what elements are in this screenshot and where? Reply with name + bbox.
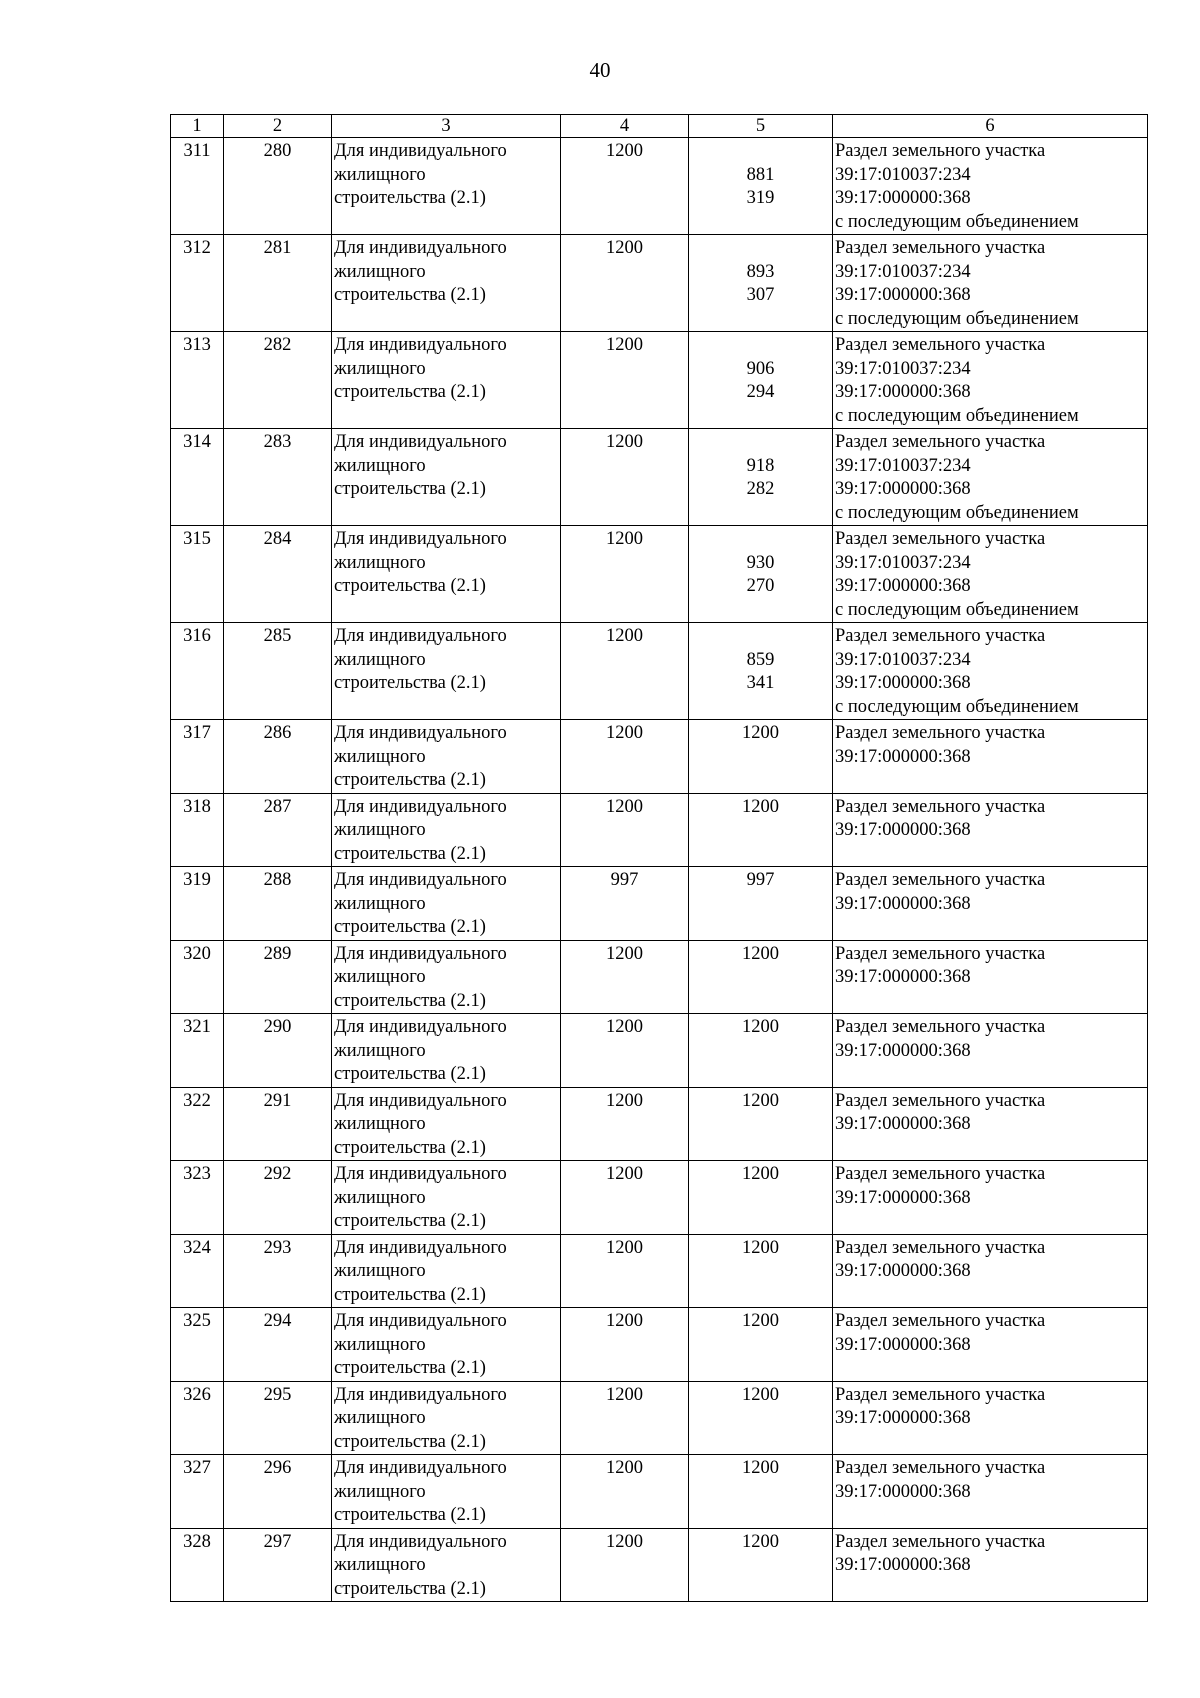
part-area-cell — [689, 1161, 833, 1235]
land-use-line: жилищного — [334, 893, 426, 914]
land-use-line: Для индивидуального — [334, 723, 507, 743]
part-area-cell — [689, 1381, 833, 1455]
area-cell: 1200 — [561, 1014, 689, 1088]
area-cell: 1200 — [561, 1234, 689, 1308]
part-area-cell — [689, 138, 833, 235]
land-use-line: Для индивидуального — [334, 1458, 507, 1478]
land-use-cell — [332, 235, 561, 332]
area-cell: 1200 — [561, 1087, 689, 1161]
formation-method-line: 39:17:000000:368 — [835, 1261, 971, 1281]
land-use-line: Для индивидуального — [334, 1311, 507, 1331]
part-area-line — [689, 140, 832, 164]
formation-method-line: 39:17:000000:368 — [835, 820, 971, 840]
plot-number-cell: 280 — [224, 138, 332, 235]
part-area-line: 1200 — [742, 1090, 779, 1111]
row-number-cell: 324 — [171, 1234, 224, 1308]
row-number-cell: 317 — [171, 720, 224, 794]
formation-method-cell — [833, 332, 1148, 429]
formation-method-line: 39:17:000000:368 — [835, 1555, 971, 1575]
formation-method-line: Раздел земельного участка — [835, 870, 1046, 890]
formation-method-line: Раздел земельного участка — [835, 796, 1046, 817]
land-use-line: жилищного — [334, 1040, 426, 1061]
area-cell: 1200 — [561, 793, 689, 867]
formation-method-cell — [833, 1014, 1148, 1088]
table-row — [171, 1381, 1148, 1455]
formation-method-line: 39:17:000000:368 — [835, 673, 971, 693]
part-area-line: 1200 — [742, 943, 779, 964]
plot-number-cell: 289 — [224, 940, 332, 1014]
area-cell: 1200 — [561, 235, 689, 332]
formation-method-cell — [833, 1381, 1148, 1455]
land-use-line: жилищного — [334, 1261, 426, 1281]
part-area-line: 930 — [746, 552, 775, 573]
row-number-cell: 314 — [171, 429, 224, 526]
land-use-line: строительства (2.1) — [334, 1211, 486, 1231]
row-number-cell: 312 — [171, 235, 224, 332]
formation-method-line: Раздел земельного участка — [835, 432, 1046, 452]
formation-method-line: с последующим объединением — [835, 308, 1079, 329]
part-area-line — [689, 237, 832, 261]
table-row — [171, 1234, 1148, 1308]
row-number-cell: 311 — [171, 138, 224, 235]
plot-number-cell: 283 — [224, 429, 332, 526]
part-area-cell — [689, 1014, 833, 1088]
part-area-line: 1200 — [742, 1311, 779, 1331]
land-use-line: жилищного — [334, 820, 426, 840]
column-number: 5 — [689, 115, 833, 138]
land-use-line: жилищного — [334, 1114, 426, 1134]
land-use-line: строительства (2.1) — [334, 576, 486, 596]
part-area-cell — [689, 720, 833, 794]
formation-method-line: 39:17:000000:368 — [835, 285, 971, 305]
part-area-line: 1200 — [742, 1384, 779, 1405]
plot-number-cell: 292 — [224, 1161, 332, 1235]
land-use-cell — [332, 429, 561, 526]
formation-method-cell — [833, 1528, 1148, 1602]
formation-method-line: 39:17:010037:234 — [835, 455, 971, 476]
table-row — [171, 1455, 1148, 1529]
formation-method-cell — [833, 526, 1148, 623]
area-cell: 1200 — [561, 1455, 689, 1529]
plot-number-cell: 286 — [224, 720, 332, 794]
plot-number-cell: 282 — [224, 332, 332, 429]
land-use-line: Для индивидуального — [334, 626, 507, 646]
table-row — [171, 720, 1148, 794]
land-use-line: Для индивидуального — [334, 238, 507, 258]
formation-method-line: 39:17:010037:234 — [835, 358, 971, 379]
land-use-line: строительства (2.1) — [334, 673, 486, 693]
part-area-line: 1200 — [742, 1164, 779, 1184]
land-use-line: строительства (2.1) — [334, 479, 486, 499]
formation-method-cell — [833, 867, 1148, 941]
land-use-line: строительства (2.1) — [334, 285, 486, 305]
formation-method-cell — [833, 793, 1148, 867]
row-number-cell: 313 — [171, 332, 224, 429]
column-number: 2 — [224, 115, 332, 138]
land-use-line: строительства (2.1) — [334, 188, 486, 208]
formation-method-line: 39:17:000000:368 — [835, 1408, 971, 1428]
table-row — [171, 940, 1148, 1014]
land-use-cell — [332, 1308, 561, 1382]
formation-method-line: с последующим объединением — [835, 599, 1079, 620]
part-area-line: 307 — [746, 285, 775, 305]
row-number-cell: 327 — [171, 1455, 224, 1529]
land-use-cell — [332, 940, 561, 1014]
land-use-line: строительства (2.1) — [334, 1064, 486, 1084]
table-row — [171, 526, 1148, 623]
part-area-line — [689, 625, 832, 649]
formation-method-line: Раздел земельного участка — [835, 1311, 1046, 1331]
formation-method-line: с последующим объединением — [835, 211, 1079, 232]
formation-method-cell — [833, 1455, 1148, 1529]
part-area-line: 270 — [746, 576, 775, 596]
column-number-row — [171, 115, 1148, 138]
formation-method-line: 39:17:000000:368 — [835, 967, 971, 987]
part-area-line: 1200 — [742, 1458, 779, 1478]
formation-method-line: 39:17:010037:234 — [835, 649, 971, 670]
table-row — [171, 1014, 1148, 1088]
plot-number-cell: 293 — [224, 1234, 332, 1308]
land-use-line: жилищного — [334, 455, 426, 476]
land-use-line: жилищного — [334, 164, 426, 185]
column-number: 6 — [833, 115, 1148, 138]
land-use-line: Для индивидуального — [334, 1531, 507, 1552]
area-cell: 997 — [561, 867, 689, 941]
part-area-cell — [689, 1234, 833, 1308]
column-number: 3 — [332, 115, 561, 138]
formation-method-line: 39:17:000000:368 — [835, 893, 971, 914]
row-number-cell: 326 — [171, 1381, 224, 1455]
table-row — [171, 429, 1148, 526]
formation-method-line: 39:17:000000:368 — [835, 188, 971, 208]
part-area-line: 859 — [746, 649, 775, 670]
land-use-line: строительства (2.1) — [334, 1358, 486, 1378]
part-area-line: 341 — [746, 673, 775, 693]
row-number-cell: 315 — [171, 526, 224, 623]
land-use-cell — [332, 720, 561, 794]
formation-method-line: Раздел земельного участка — [835, 1017, 1046, 1037]
land-plots-table — [170, 114, 1148, 1602]
land-use-line: жилищного — [334, 261, 426, 282]
part-area-cell — [689, 867, 833, 941]
part-area-cell — [689, 1528, 833, 1602]
land-use-line: жилищного — [334, 1334, 426, 1355]
formation-method-line: Раздел земельного участка — [835, 943, 1046, 964]
part-area-line — [689, 528, 832, 552]
land-use-cell — [332, 623, 561, 720]
land-use-line: Для индивидуального — [334, 141, 507, 161]
part-area-line: 1200 — [742, 723, 779, 743]
part-area-cell — [689, 429, 833, 526]
part-area-line: 1200 — [742, 1017, 779, 1037]
part-area-cell — [689, 1455, 833, 1529]
formation-method-line: 39:17:000000:368 — [835, 1040, 971, 1061]
formation-method-cell — [833, 623, 1148, 720]
land-use-cell — [332, 1234, 561, 1308]
part-area-line: 294 — [746, 382, 775, 402]
area-cell: 1200 — [561, 1528, 689, 1602]
land-use-line: строительства (2.1) — [334, 1431, 486, 1452]
land-use-line: Для индивидуального — [334, 335, 507, 355]
table-row — [171, 1087, 1148, 1161]
area-cell: 1200 — [561, 1161, 689, 1235]
table-row — [171, 332, 1148, 429]
part-area-line: 997 — [746, 870, 775, 890]
plot-number-cell: 288 — [224, 867, 332, 941]
part-area-cell — [689, 623, 833, 720]
land-use-cell — [332, 793, 561, 867]
land-use-line: Для индивидуального — [334, 796, 507, 817]
column-number: 4 — [561, 115, 689, 138]
land-use-cell — [332, 1381, 561, 1455]
formation-method-line: 39:17:010037:234 — [835, 552, 971, 573]
part-area-cell — [689, 1087, 833, 1161]
formation-method-cell — [833, 1234, 1148, 1308]
part-area-line — [689, 334, 832, 358]
table-row — [171, 1161, 1148, 1235]
land-use-line: Для индивидуального — [334, 529, 507, 549]
table-row — [171, 1308, 1148, 1382]
land-use-line: строительства (2.1) — [334, 843, 486, 864]
table-row — [171, 867, 1148, 941]
area-cell: 1200 — [561, 526, 689, 623]
formation-method-line: Раздел земельного участка — [835, 1164, 1046, 1184]
plot-number-cell: 291 — [224, 1087, 332, 1161]
plot-number-cell: 294 — [224, 1308, 332, 1382]
plot-number-cell: 287 — [224, 793, 332, 867]
formation-method-line: 39:17:000000:368 — [835, 1114, 971, 1134]
land-use-line: строительства (2.1) — [334, 770, 486, 790]
land-use-cell — [332, 1161, 561, 1235]
plot-number-cell: 290 — [224, 1014, 332, 1088]
plot-number-cell: 295 — [224, 1381, 332, 1455]
land-use-line: строительства (2.1) — [334, 1578, 486, 1599]
area-cell: 1200 — [561, 429, 689, 526]
formation-method-cell — [833, 1308, 1148, 1382]
part-area-line: 906 — [746, 358, 775, 379]
land-use-line: жилищного — [334, 358, 426, 379]
formation-method-line: Раздел земельного участка — [835, 238, 1046, 258]
row-number-cell: 318 — [171, 793, 224, 867]
row-number-cell: 325 — [171, 1308, 224, 1382]
land-use-line: Для индивидуального — [334, 943, 507, 964]
formation-method-line: 39:17:000000:368 — [835, 479, 971, 499]
formation-method-line: 39:17:010037:234 — [835, 164, 971, 185]
formation-method-line: с последующим объединением — [835, 696, 1079, 717]
part-area-cell — [689, 526, 833, 623]
formation-method-line: Раздел земельного участка — [835, 626, 1046, 646]
formation-method-line: с последующим объединением — [835, 405, 1079, 426]
part-area-line: 319 — [746, 188, 775, 208]
land-use-cell — [332, 138, 561, 235]
land-use-line: Для индивидуального — [334, 432, 507, 452]
land-use-line: жилищного — [334, 967, 426, 987]
part-area-line: 282 — [746, 479, 775, 499]
formation-method-line: Раздел земельного участка — [835, 141, 1046, 161]
formation-method-line: Раздел земельного участка — [835, 1531, 1046, 1552]
part-area-line — [689, 431, 832, 455]
row-number-cell: 316 — [171, 623, 224, 720]
formation-method-line: 39:17:010037:234 — [835, 261, 971, 282]
area-cell: 1200 — [561, 720, 689, 794]
formation-method-cell — [833, 138, 1148, 235]
land-use-line: Для индивидуального — [334, 870, 507, 890]
land-use-line: жилищного — [334, 1408, 426, 1428]
plot-number-cell: 297 — [224, 1528, 332, 1602]
row-number-cell: 321 — [171, 1014, 224, 1088]
area-cell: 1200 — [561, 1381, 689, 1455]
land-use-cell — [332, 1087, 561, 1161]
area-cell: 1200 — [561, 138, 689, 235]
formation-method-line: 39:17:000000:368 — [835, 746, 971, 767]
formation-method-line: Раздел земельного участка — [835, 1090, 1046, 1111]
row-number-cell: 322 — [171, 1087, 224, 1161]
table-body — [171, 138, 1148, 1602]
plot-number-cell: 281 — [224, 235, 332, 332]
land-use-line: Для индивидуального — [334, 1164, 507, 1184]
table-row — [171, 138, 1148, 235]
formation-method-line: 39:17:000000:368 — [835, 1187, 971, 1208]
table-row — [171, 235, 1148, 332]
formation-method-line: 39:17:000000:368 — [835, 382, 971, 402]
land-use-line: строительства (2.1) — [334, 1505, 486, 1525]
formation-method-cell — [833, 1161, 1148, 1235]
page-number: 40 — [589, 58, 611, 82]
row-number-cell: 323 — [171, 1161, 224, 1235]
formation-method-line: с последующим объединением — [835, 502, 1079, 523]
part-area-line: 893 — [746, 261, 775, 282]
part-area-line: 1200 — [742, 1237, 779, 1258]
part-area-cell — [689, 793, 833, 867]
land-use-line: строительства (2.1) — [334, 990, 486, 1011]
land-use-line: жилищного — [334, 746, 426, 767]
area-cell: 1200 — [561, 1308, 689, 1382]
plot-number-cell: 285 — [224, 623, 332, 720]
formation-method-line: Раздел земельного участка — [835, 1384, 1046, 1405]
row-number-cell: 319 — [171, 867, 224, 941]
land-use-line: строительства (2.1) — [334, 1137, 486, 1158]
formation-method-line: Раздел земельного участка — [835, 1237, 1046, 1258]
land-use-cell — [332, 1014, 561, 1088]
formation-method-line: Раздел земельного участка — [835, 1458, 1046, 1478]
formation-method-line: 39:17:000000:368 — [835, 576, 971, 596]
land-use-cell — [332, 332, 561, 429]
formation-method-cell — [833, 1087, 1148, 1161]
land-use-line: строительства (2.1) — [334, 1284, 486, 1305]
plot-number-cell: 296 — [224, 1455, 332, 1529]
part-area-cell — [689, 235, 833, 332]
plot-number-cell: 284 — [224, 526, 332, 623]
land-use-line: жилищного — [334, 1187, 426, 1208]
formation-method-line: Раздел земельного участка — [835, 335, 1046, 355]
part-area-cell — [689, 1308, 833, 1382]
land-use-line: строительства (2.1) — [334, 382, 486, 402]
part-area-cell — [689, 332, 833, 429]
formation-method-cell — [833, 940, 1148, 1014]
land-use-line: жилищного — [334, 1555, 426, 1575]
table-row — [171, 1528, 1148, 1602]
table-row — [171, 623, 1148, 720]
part-area-line: 918 — [746, 455, 775, 476]
area-cell: 1200 — [561, 940, 689, 1014]
formation-method-line: Раздел земельного участка — [835, 529, 1046, 549]
formation-method-line: Раздел земельного участка — [835, 723, 1046, 743]
land-use-line: Для индивидуального — [334, 1017, 507, 1037]
land-use-line: жилищного — [334, 1481, 426, 1502]
area-cell: 1200 — [561, 623, 689, 720]
land-use-line: жилищного — [334, 552, 426, 573]
land-use-line: Для индивидуального — [334, 1090, 507, 1111]
area-cell: 1200 — [561, 332, 689, 429]
part-area-line: 1200 — [742, 1531, 779, 1552]
land-use-cell — [332, 867, 561, 941]
formation-method-line: 39:17:000000:368 — [835, 1481, 971, 1502]
row-number-cell: 328 — [171, 1528, 224, 1602]
land-use-line: Для индивидуального — [334, 1237, 507, 1258]
formation-method-cell — [833, 720, 1148, 794]
land-use-cell — [332, 526, 561, 623]
part-area-line: 1200 — [742, 796, 779, 817]
part-area-line: 881 — [746, 164, 775, 185]
land-use-line: Для индивидуального — [334, 1384, 507, 1405]
part-area-cell — [689, 940, 833, 1014]
land-use-cell — [332, 1528, 561, 1602]
formation-method-cell — [833, 429, 1148, 526]
formation-method-cell — [833, 235, 1148, 332]
land-use-cell — [332, 1455, 561, 1529]
land-use-line: строительства (2.1) — [334, 917, 486, 937]
land-use-line: жилищного — [334, 649, 426, 670]
formation-method-line: 39:17:000000:368 — [835, 1334, 971, 1355]
column-number: 1 — [171, 115, 224, 138]
table-row — [171, 793, 1148, 867]
row-number-cell: 320 — [171, 940, 224, 1014]
